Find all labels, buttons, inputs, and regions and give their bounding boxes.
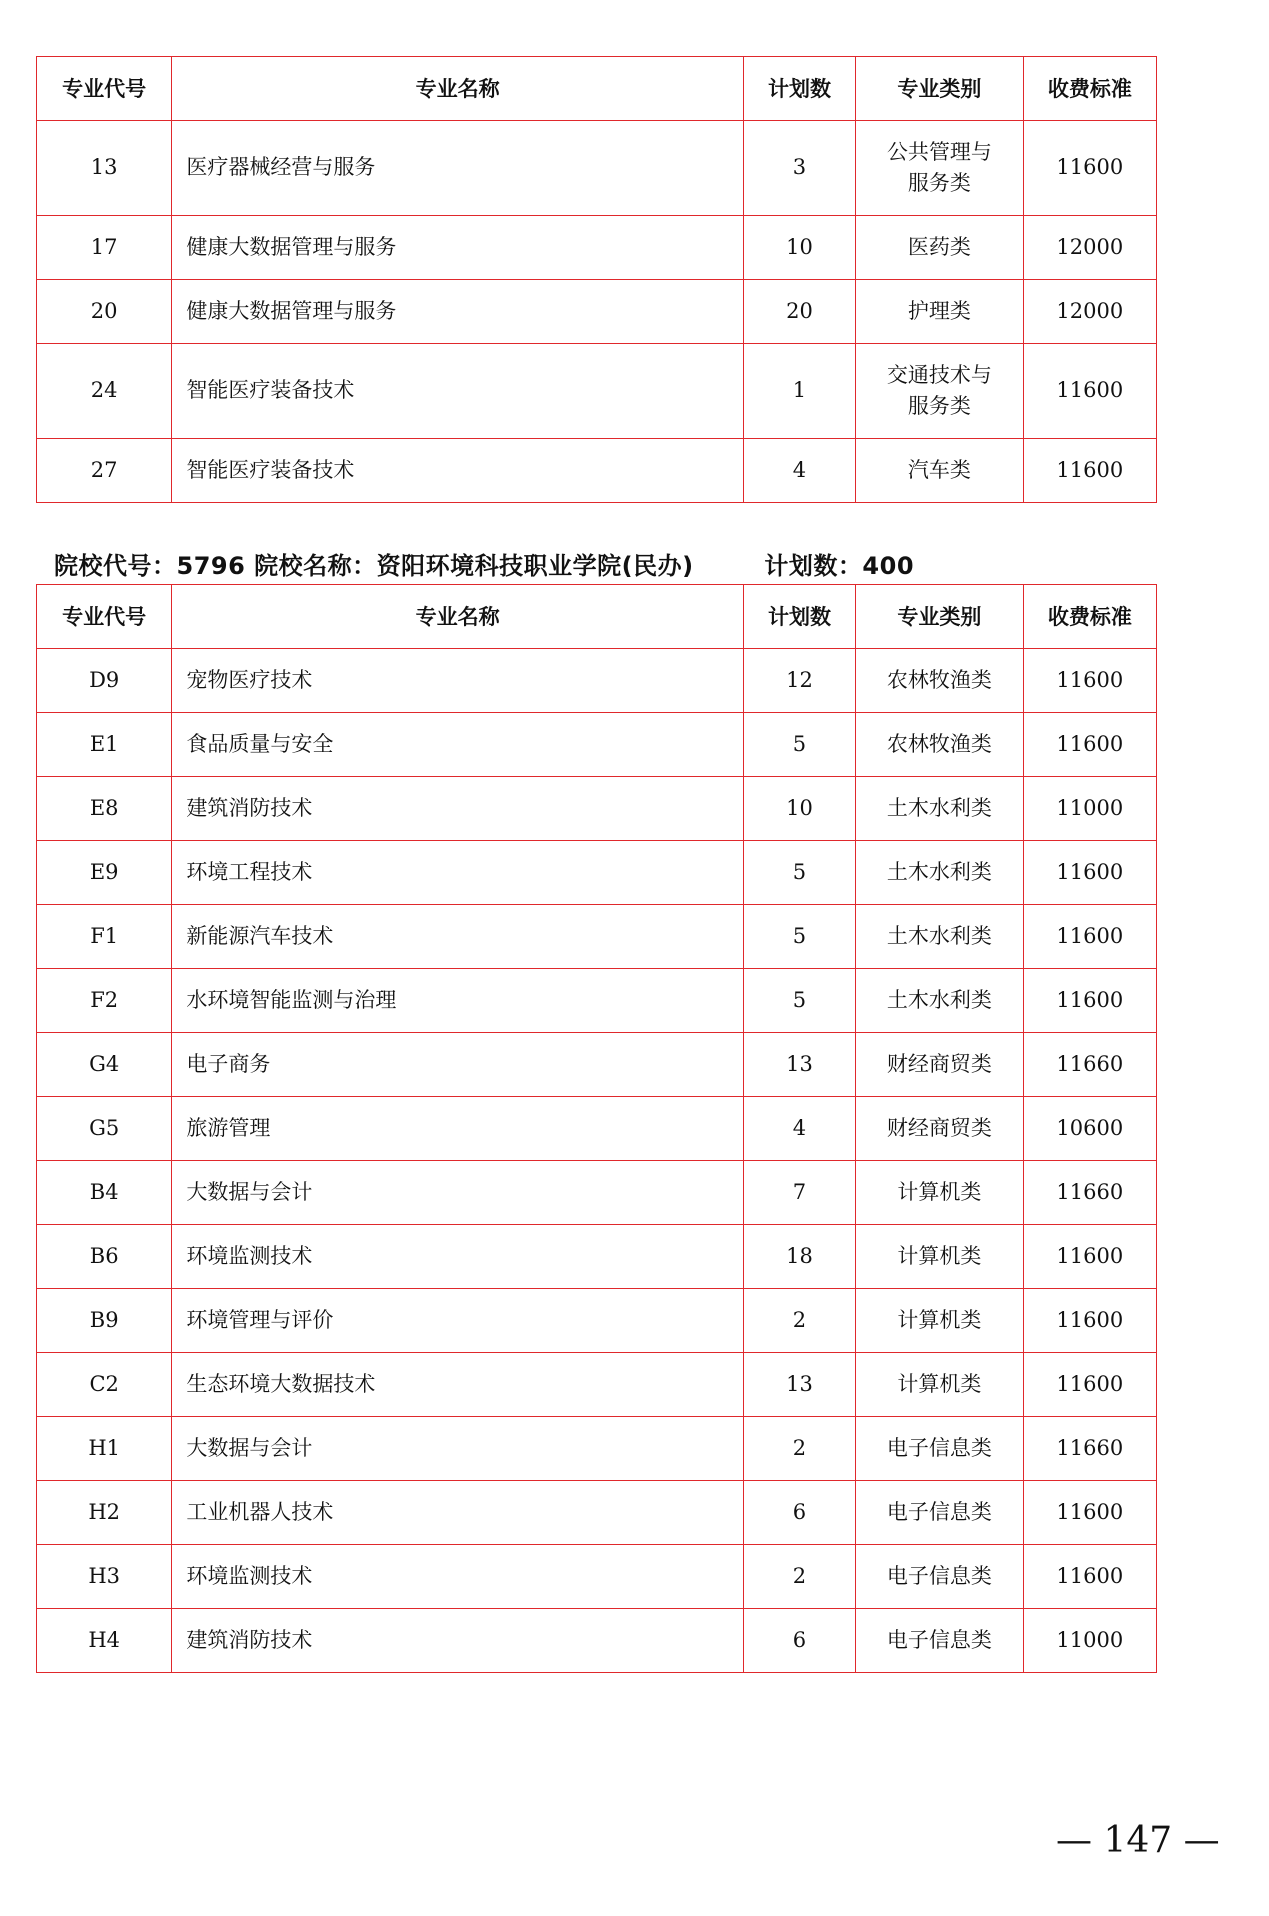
majors-table-2	[36, 584, 1157, 1673]
cell-fee: 10600	[1023, 1097, 1156, 1161]
table-row	[37, 344, 1157, 439]
cell-code: F2	[37, 969, 172, 1033]
category-line: 服务类	[907, 394, 971, 418]
table-row	[37, 713, 1157, 777]
table-row	[37, 905, 1157, 969]
cell-category: 土木水利类	[856, 777, 1024, 841]
header-plan: 计划数	[743, 585, 855, 649]
cell-code: 20	[37, 280, 172, 344]
cell-fee: 11600	[1023, 344, 1156, 439]
cell-plan: 13	[743, 1033, 855, 1097]
cell-name: 健康大数据管理与服务	[172, 216, 744, 280]
table-row	[37, 1289, 1157, 1353]
cell-fee: 11600	[1023, 841, 1156, 905]
majors-table-1	[36, 56, 1157, 503]
cell-category: 计算机类	[856, 1225, 1024, 1289]
cell-code: F1	[37, 905, 172, 969]
cell-name: 生态环境大数据技术	[172, 1353, 744, 1417]
cell-code: H2	[37, 1481, 172, 1545]
table-row	[37, 1097, 1157, 1161]
cell-fee: 11600	[1023, 713, 1156, 777]
table-row	[37, 1609, 1157, 1673]
header-category: 专业类别	[856, 585, 1024, 649]
cell-plan: 3	[743, 121, 855, 216]
table-row	[37, 1545, 1157, 1609]
cell-plan: 6	[743, 1609, 855, 1673]
cell-name: 环境工程技术	[172, 841, 744, 905]
cell-category: 财经商贸类	[856, 1033, 1024, 1097]
header-fee: 收费标准	[1023, 57, 1156, 121]
cell-name: 电子商务	[172, 1033, 744, 1097]
cell-code: 27	[37, 439, 172, 503]
cell-category	[856, 344, 1024, 439]
cell-plan: 6	[743, 1481, 855, 1545]
cell-fee: 11660	[1023, 1161, 1156, 1225]
table-row	[37, 777, 1157, 841]
cell-category: 计算机类	[856, 1353, 1024, 1417]
header-code: 专业代号	[37, 57, 172, 121]
cell-name: 环境管理与评价	[172, 1289, 744, 1353]
cell-name: 智能医疗装备技术	[172, 439, 744, 503]
cell-name: 环境监测技术	[172, 1545, 744, 1609]
cell-plan: 1	[743, 344, 855, 439]
cell-name: 旅游管理	[172, 1097, 744, 1161]
table-header-row	[37, 57, 1157, 121]
cell-name: 智能医疗装备技术	[172, 344, 744, 439]
category-line: 交通技术与	[886, 362, 992, 387]
page-number: — 147 —	[1056, 1820, 1220, 1861]
cell-plan: 5	[743, 713, 855, 777]
table-row	[37, 1225, 1157, 1289]
table-row	[37, 121, 1157, 216]
cell-code: H3	[37, 1545, 172, 1609]
cell-fee: 11600	[1023, 121, 1156, 216]
cell-plan: 2	[743, 1545, 855, 1609]
table-row	[37, 1417, 1157, 1481]
cell-plan: 12	[743, 649, 855, 713]
cell-category: 汽车类	[856, 439, 1024, 503]
cell-fee: 11600	[1023, 1225, 1156, 1289]
cell-fee: 11000	[1023, 777, 1156, 841]
cell-name: 健康大数据管理与服务	[172, 280, 744, 344]
cell-fee: 11600	[1023, 649, 1156, 713]
cell-plan: 20	[743, 280, 855, 344]
cell-name: 食品质量与安全	[172, 713, 744, 777]
cell-plan: 13	[743, 1353, 855, 1417]
cell-code: C2	[37, 1353, 172, 1417]
cell-code: G4	[37, 1033, 172, 1097]
table-row	[37, 841, 1157, 905]
cell-category: 计算机类	[856, 1289, 1024, 1353]
cell-code: E9	[37, 841, 172, 905]
cell-category: 土木水利类	[856, 905, 1024, 969]
header-name: 专业名称	[172, 585, 744, 649]
cell-fee: 11600	[1023, 1353, 1156, 1417]
header-category: 专业类别	[856, 57, 1024, 121]
table-header-row	[37, 585, 1157, 649]
cell-fee: 11660	[1023, 1033, 1156, 1097]
cell-code: H4	[37, 1609, 172, 1673]
cell-plan: 2	[743, 1289, 855, 1353]
cell-code: B6	[37, 1225, 172, 1289]
cell-category: 农林牧渔类	[856, 713, 1024, 777]
cell-plan: 5	[743, 905, 855, 969]
cell-category: 农林牧渔类	[856, 649, 1024, 713]
table-row	[37, 1161, 1157, 1225]
header-plan: 计划数	[743, 57, 855, 121]
table-row	[37, 1033, 1157, 1097]
cell-fee: 11600	[1023, 1289, 1156, 1353]
cell-name: 宠物医疗技术	[172, 649, 744, 713]
cell-category	[856, 121, 1024, 216]
cell-code: B4	[37, 1161, 172, 1225]
table-row	[37, 1353, 1157, 1417]
cell-code: D9	[37, 649, 172, 713]
cell-plan: 4	[743, 1097, 855, 1161]
cell-code: B9	[37, 1289, 172, 1353]
cell-code: 13	[37, 121, 172, 216]
college-info-line: 院校代号：5796 院校名称：资阳环境科技职业学院(民办) 计划数：400	[54, 552, 915, 580]
cell-name: 大数据与会计	[172, 1161, 744, 1225]
cell-fee: 11660	[1023, 1417, 1156, 1481]
cell-category: 医药类	[856, 216, 1024, 280]
cell-fee: 11600	[1023, 1545, 1156, 1609]
cell-fee: 11600	[1023, 969, 1156, 1033]
cell-category: 电子信息类	[856, 1545, 1024, 1609]
cell-plan: 2	[743, 1417, 855, 1481]
table2-body	[37, 649, 1157, 1673]
cell-category: 电子信息类	[856, 1417, 1024, 1481]
table-row	[37, 280, 1157, 344]
table-row	[37, 439, 1157, 503]
cell-plan: 5	[743, 841, 855, 905]
table-row	[37, 969, 1157, 1033]
cell-name: 工业机器人技术	[172, 1481, 744, 1545]
table-row	[37, 1481, 1157, 1545]
cell-fee: 12000	[1023, 280, 1156, 344]
header-name: 专业名称	[172, 57, 744, 121]
cell-plan: 7	[743, 1161, 855, 1225]
cell-category: 电子信息类	[856, 1481, 1024, 1545]
table-row	[37, 649, 1157, 713]
cell-name: 环境监测技术	[172, 1225, 744, 1289]
cell-name: 医疗器械经营与服务	[172, 121, 744, 216]
cell-code: 24	[37, 344, 172, 439]
cell-plan: 4	[743, 439, 855, 503]
cell-code: G5	[37, 1097, 172, 1161]
cell-fee: 11000	[1023, 1609, 1156, 1673]
cell-code: 17	[37, 216, 172, 280]
table-row	[37, 216, 1157, 280]
cell-code: H1	[37, 1417, 172, 1481]
cell-fee: 11600	[1023, 439, 1156, 503]
cell-name: 水环境智能监测与治理	[172, 969, 744, 1033]
cell-category: 护理类	[856, 280, 1024, 344]
cell-plan: 10	[743, 777, 855, 841]
cell-fee: 11600	[1023, 1481, 1156, 1545]
category-line: 公共管理与	[886, 139, 992, 164]
cell-plan: 18	[743, 1225, 855, 1289]
cell-name: 建筑消防技术	[172, 1609, 744, 1673]
cell-name: 新能源汽车技术	[172, 905, 744, 969]
category-line: 服务类	[907, 171, 971, 195]
cell-code: E1	[37, 713, 172, 777]
cell-plan: 10	[743, 216, 855, 280]
cell-fee: 11600	[1023, 905, 1156, 969]
cell-code: E8	[37, 777, 172, 841]
cell-name: 大数据与会计	[172, 1417, 744, 1481]
cell-fee: 12000	[1023, 216, 1156, 280]
cell-category: 计算机类	[856, 1161, 1024, 1225]
header-fee: 收费标准	[1023, 585, 1156, 649]
cell-plan: 5	[743, 969, 855, 1033]
cell-category: 土木水利类	[856, 969, 1024, 1033]
cell-category: 财经商贸类	[856, 1097, 1024, 1161]
header-code: 专业代号	[37, 585, 172, 649]
cell-category: 电子信息类	[856, 1609, 1024, 1673]
cell-name: 建筑消防技术	[172, 777, 744, 841]
cell-category: 土木水利类	[856, 841, 1024, 905]
